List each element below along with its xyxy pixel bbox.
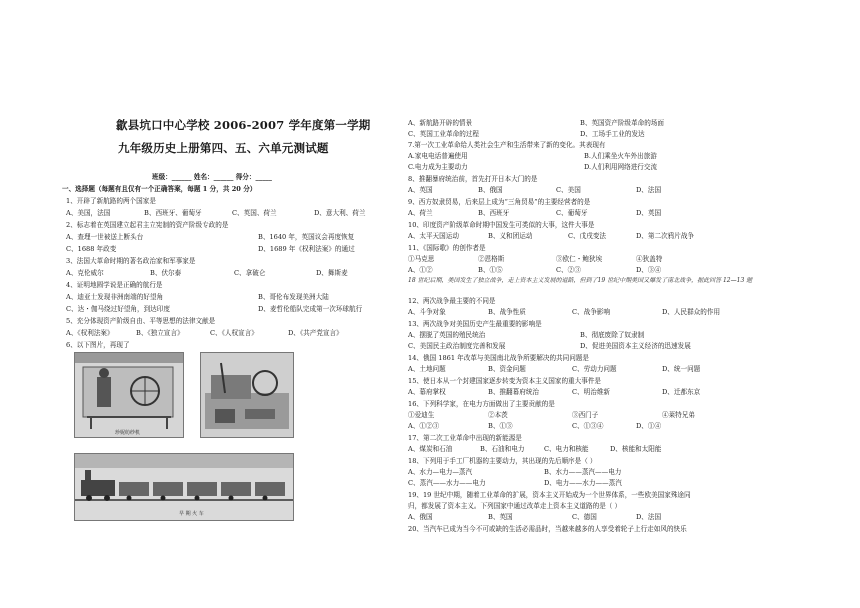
exam-title: 歙县坑口中心学校 2006-2007 学年度第一学期 [116, 118, 371, 132]
q9-option-b: B、西班牙 [478, 209, 510, 217]
exam-subtitle: 九年级历史上册第四、五、六单元测试题 [118, 141, 329, 155]
q15-option-c: C、明治维新 [572, 388, 611, 396]
q15-option-a: A、幕府掌权 [408, 388, 446, 396]
q2-option-b: B、1640 年，英国议会再度恢复 [258, 233, 355, 241]
photo-caption-jenny: 珍妮纺纱机 [115, 430, 141, 436]
q6-option-a: A、新航路开辟的情景 [408, 119, 473, 127]
q6-option-c: C、英国工业革命的过程 [408, 130, 479, 138]
q14-option-d: D、统一问题 [662, 365, 701, 373]
q16-option-a: A、①②③ [408, 422, 440, 430]
q11-item-3: ③欧仁・鲍狄埃 [556, 255, 603, 263]
question-8: 8、推翻暴府统治前，首先打开日本大门的是 [408, 175, 538, 183]
q13-option-b: B、彻底废除了奴隶制 [580, 331, 645, 339]
question-6: 6、以下图片，再现了 [66, 341, 130, 349]
q6-option-b: B、英国资产阶级革命的场面 [580, 119, 664, 127]
q7-option-d: D.人们利用网络进行交流 [584, 163, 658, 171]
q3-option-d: D、舞斯麦 [316, 269, 348, 277]
q15-option-b: B、推翻幕府统治 [488, 388, 540, 396]
q5-option-a: A、《权利法案》 [66, 329, 114, 337]
q1-option-b: B、西班牙、葡萄牙 [144, 209, 202, 217]
q1-option-d: D、意大利、荷兰 [314, 209, 366, 217]
q18-option-a: A、水力—电力—蒸汽 [408, 468, 473, 476]
q7-option-a: A.家电电话普遍使用 [408, 152, 468, 160]
question-18: 18、下列用于手工厂机器的主要动力，其出现的先后顺序是（ ） [408, 457, 597, 465]
q16-item-1: ①爱迪生 [408, 411, 435, 419]
q19-option-b: B、英国 [488, 513, 513, 521]
question-10: 10、印度资产阶级革命时期中国发生可类似的大事，这件大事是 [408, 221, 595, 229]
q5-option-b: B、《独立宣言》 [136, 329, 184, 337]
q6-option-d: D、工场手工业的发达 [580, 130, 645, 138]
q5-option-d: D、《共产党宣言》 [288, 329, 343, 337]
q4-option-d: D、麦哲伦船队完成第一次环球航行 [258, 305, 363, 313]
q18-option-c: C、蒸汽——水力——电力 [408, 479, 486, 487]
q1-option-c: C、英国、荷兰 [232, 209, 277, 217]
q3-option-c: C、拿破仑 [234, 269, 266, 277]
q18-option-b: B、水力——蒸汽——电力 [544, 468, 622, 476]
q17-option-a: A、煤炭和石油 [408, 445, 453, 453]
question-14: 14、俄国 1861 年改革与美国南北战争所要解决的共同问题是 [408, 354, 590, 362]
question-19-line2: 归，都发展了资本主义。下列国家中通过改革走上资本主义道路的是（ ） [408, 502, 622, 510]
q14-option-c: C、劳动力问题 [572, 365, 617, 373]
q10-option-a: A、太平天国运动 [408, 232, 459, 240]
question-20: 20、当汽车已成为当今不可或缺的生活必需品时，当越来越多的人享受着轮子上行走如风的快乐 [408, 525, 687, 533]
q12-option-d: D、人民群众的作用 [662, 308, 721, 316]
q8-option-a: A、英国 [408, 186, 433, 194]
question-7: 7.第一次工业革命给人类社会生产和生活带来了新的变化。其表现有 [408, 141, 606, 149]
q11-option-c: C、②③ [556, 266, 581, 274]
q8-option-d: D、法国 [636, 186, 662, 194]
q9-option-d: D、英国 [636, 209, 662, 217]
q16-item-3: ③西门子 [572, 411, 599, 419]
q12-option-a: A、斗争对象 [408, 308, 446, 316]
question-12: 12、两次战争最主要的不同是 [408, 297, 496, 305]
early-train-photo [74, 453, 294, 521]
question-17: 17、第二次工业革命中出现的新能源是 [408, 434, 522, 442]
q19-option-c: C、德国 [572, 513, 597, 521]
question-15: 15、使日本从一个封建国家逐步转变为资本主义国家的重大事件是 [408, 377, 602, 385]
q1-option-a: A、美国，法国 [66, 209, 111, 217]
q5-option-c: C、《人权宣言》 [210, 329, 258, 337]
question-16: 16、下列科学家，在电力方面做出了主要贡献的是 [408, 400, 555, 408]
q4-option-a: A、迪亚士发现非洲南端的好望角 [66, 293, 164, 301]
q13-option-d: D、促进美国资本主义经济的迅速发展 [580, 342, 691, 350]
q2-option-c: C、1688 年政变 [66, 245, 117, 253]
question-9: 9、西方奴隶贸易，后来层上成为“三角贸易”的主要经营者的是 [408, 198, 591, 206]
question-2: 2、标志着在英国建立起君主立宪制的资产阶级专政的是 [66, 221, 229, 229]
q2-option-d: D、1689 年《权利法案》的通过 [258, 245, 355, 253]
photo-caption-train: 早 期 火 车 [179, 511, 204, 517]
q18-option-d: D、电力——水力——蒸汽 [544, 479, 622, 487]
machine-photo [200, 352, 294, 438]
q8-option-c: C、美国 [556, 186, 581, 194]
question-4: 4、证明地圆学说是正确的航行是 [66, 281, 163, 289]
section-heading: 一、选择题（每题有且仅有一个正确答案，每题 1 分，共 20 分） [62, 185, 257, 193]
q11-item-2: ②恩格斯 [478, 255, 505, 263]
q17-option-b: B、石油和电力 [480, 445, 525, 453]
q3-option-a: A、克伦威尔 [66, 269, 104, 277]
q9-option-c: C、葡萄牙 [556, 209, 588, 217]
q12-option-b: B、战争性质 [488, 308, 526, 316]
q13-option-c: C、美国民主政治制度完善和发展 [408, 342, 506, 350]
student-info-line: 班级：______ 姓名：______ 得分：_____ [152, 173, 272, 181]
q12-option-c: C、战争影响 [572, 308, 611, 316]
q16-option-c: C、①③④ [572, 422, 604, 430]
q4-option-b: B、哥伦布发现美洲大陆 [258, 293, 329, 301]
q19-option-d: D、法国 [636, 513, 662, 521]
passage-note: 18 世纪后期，美国发生了独立战争，走上资本主义发展的道路，但到了19 世纪中期美国又爆发了南北战争，据此回答 12—13 题 [408, 277, 753, 284]
q16-item-2: ②本茨 [488, 411, 508, 419]
spinning-jenny-photo [74, 352, 184, 438]
question-3: 3、法国大革命时期的著名政治家和军事家是 [66, 257, 196, 265]
q16-item-4: ④莱特兄弟 [662, 411, 695, 419]
q19-option-a: A、俄国 [408, 513, 433, 521]
q7-option-c: C.电力成为主要动力 [408, 163, 468, 171]
q4-option-c: C、达・伽马绕过好望角，到达印度 [66, 305, 170, 313]
q3-option-b: B、伏尔泰 [150, 269, 182, 277]
question-19-line1: 19、19 世纪中期，随着工业革命的扩展，资本主义开始成为一个世界体系，一些欧美国家殊途同 [408, 491, 691, 499]
q11-option-d: D、③④ [636, 266, 662, 274]
q2-option-a: A、查理一世被送上断头台 [66, 233, 144, 241]
q10-option-b: B、义和团运动 [488, 232, 533, 240]
q16-option-b: B、①③ [488, 422, 513, 430]
q15-option-d: D、迁都东京 [662, 388, 701, 396]
q10-option-c: C、戊戌变法 [568, 232, 607, 240]
q16-option-d: D、①④ [636, 422, 662, 430]
question-5: 5、充分体现资产阶级自由、平等思想的法律文献是 [66, 317, 216, 325]
q10-option-d: D、第二次鸦片战争 [636, 232, 695, 240]
q11-option-b: B、①⑤ [478, 266, 503, 274]
q9-option-a: A、荷兰 [408, 209, 433, 217]
q17-option-c: C、电力和核能 [544, 445, 589, 453]
q7-option-b: B.人们乘坐火车外出旅游 [584, 152, 657, 160]
question-11: 11、《国际歌》的创作者是 [408, 244, 486, 252]
q14-option-a: A、土地问题 [408, 365, 446, 373]
q13-option-a: A、摆脱了英国的殖民统治 [408, 331, 486, 339]
q11-option-a: A、①② [408, 266, 433, 274]
q11-item-1: ①马克思 [408, 255, 435, 263]
q11-item-4: ④狄盖特 [636, 255, 663, 263]
q8-option-b: B、俄国 [478, 186, 503, 194]
question-13: 13、两次战争对美国历史产生最重要的影响是 [408, 320, 542, 328]
question-1: 1、开辟了新航路的两个国家是 [66, 197, 156, 205]
q14-option-b: B、资金问题 [488, 365, 526, 373]
q17-option-d: D、核能和太阳能 [610, 445, 662, 453]
